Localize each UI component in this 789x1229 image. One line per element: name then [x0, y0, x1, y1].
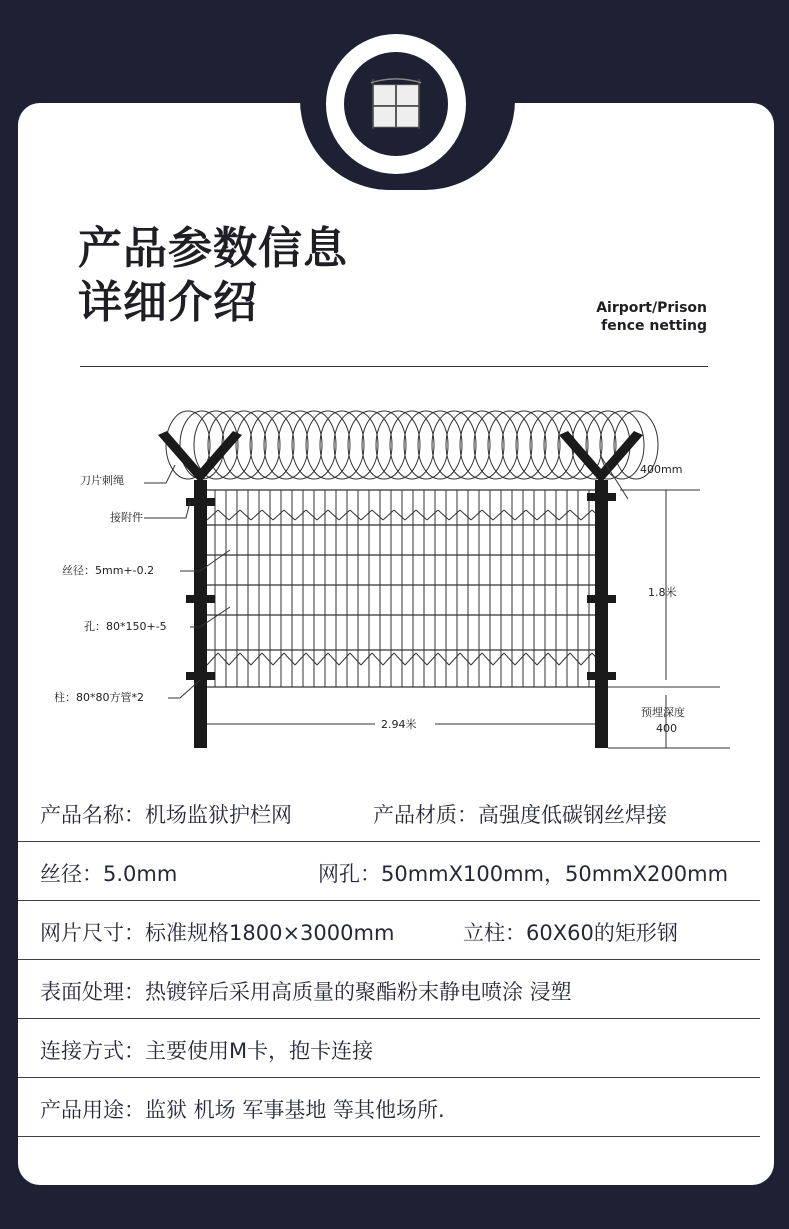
spec-row	[18, 783, 760, 842]
subtitle-line-1: Airport/Prison	[596, 300, 707, 316]
label-post: 柱：80*80方管*2	[54, 691, 144, 704]
title-line-2: 详细介绍	[78, 277, 258, 328]
right-post	[595, 480, 608, 748]
header-divider	[80, 366, 708, 367]
fence-diagram	[40, 395, 740, 765]
spec-row	[18, 901, 760, 960]
spec-cell-right: 产品材质：高强度低碳钢丝焊接	[373, 803, 667, 827]
spec-cell-left: 表面处理：热镀锌后采用高质量的聚酯粉末静电喷涂 浸塑	[40, 980, 572, 1004]
spec-cell-left: 丝径：5.0mm	[40, 862, 178, 886]
label-height: 1.8米	[648, 586, 677, 599]
spec-row	[18, 842, 760, 901]
label-razor-wire: 刀片刺绳	[80, 474, 124, 487]
spec-cell-left: 产品名称：机场监狱护栏网	[40, 803, 292, 827]
label-width: 2.94米	[381, 718, 417, 731]
fence-icon	[367, 75, 425, 133]
spec-row	[18, 1078, 760, 1137]
mesh-panel	[207, 490, 603, 687]
leader-lines	[144, 455, 730, 748]
spec-cell-left: 连接方式：主要使用M卡，抱卡连接	[40, 1039, 374, 1063]
label-embed-value: 400	[656, 722, 677, 735]
spec-table	[18, 783, 760, 1137]
left-y-arm	[158, 431, 242, 483]
page-subtitle	[596, 299, 707, 335]
label-arm-length: 400mm	[640, 463, 683, 476]
razor-wire-coils	[166, 411, 658, 479]
spec-row	[18, 960, 760, 1019]
label-hole: 孔：80*150+-5	[84, 620, 167, 633]
title-line-1: 产品参数信息	[78, 223, 348, 274]
left-post	[194, 480, 207, 748]
label-wire-diameter: 丝径：5mm+-0.2	[62, 564, 155, 577]
badge	[326, 34, 466, 174]
spec-cell-right: 立柱：60X60的矩形钢	[463, 921, 678, 945]
subtitle-line-2: fence netting	[601, 318, 707, 334]
label-connector: 接附件	[110, 511, 143, 524]
spec-row	[18, 1019, 760, 1078]
label-embed-depth: 预埋深度	[641, 706, 685, 719]
spec-cell-left: 网片尺寸：标准规格1800×3000mm	[40, 921, 395, 945]
badge-inner	[344, 52, 448, 156]
page-title	[78, 222, 348, 330]
spec-cell-left: 产品用途：监狱 机场 军事基地 等其他场所.	[40, 1098, 445, 1122]
spec-cell-right: 网孔：50mmX100mm，50mmX200mm	[318, 862, 729, 886]
